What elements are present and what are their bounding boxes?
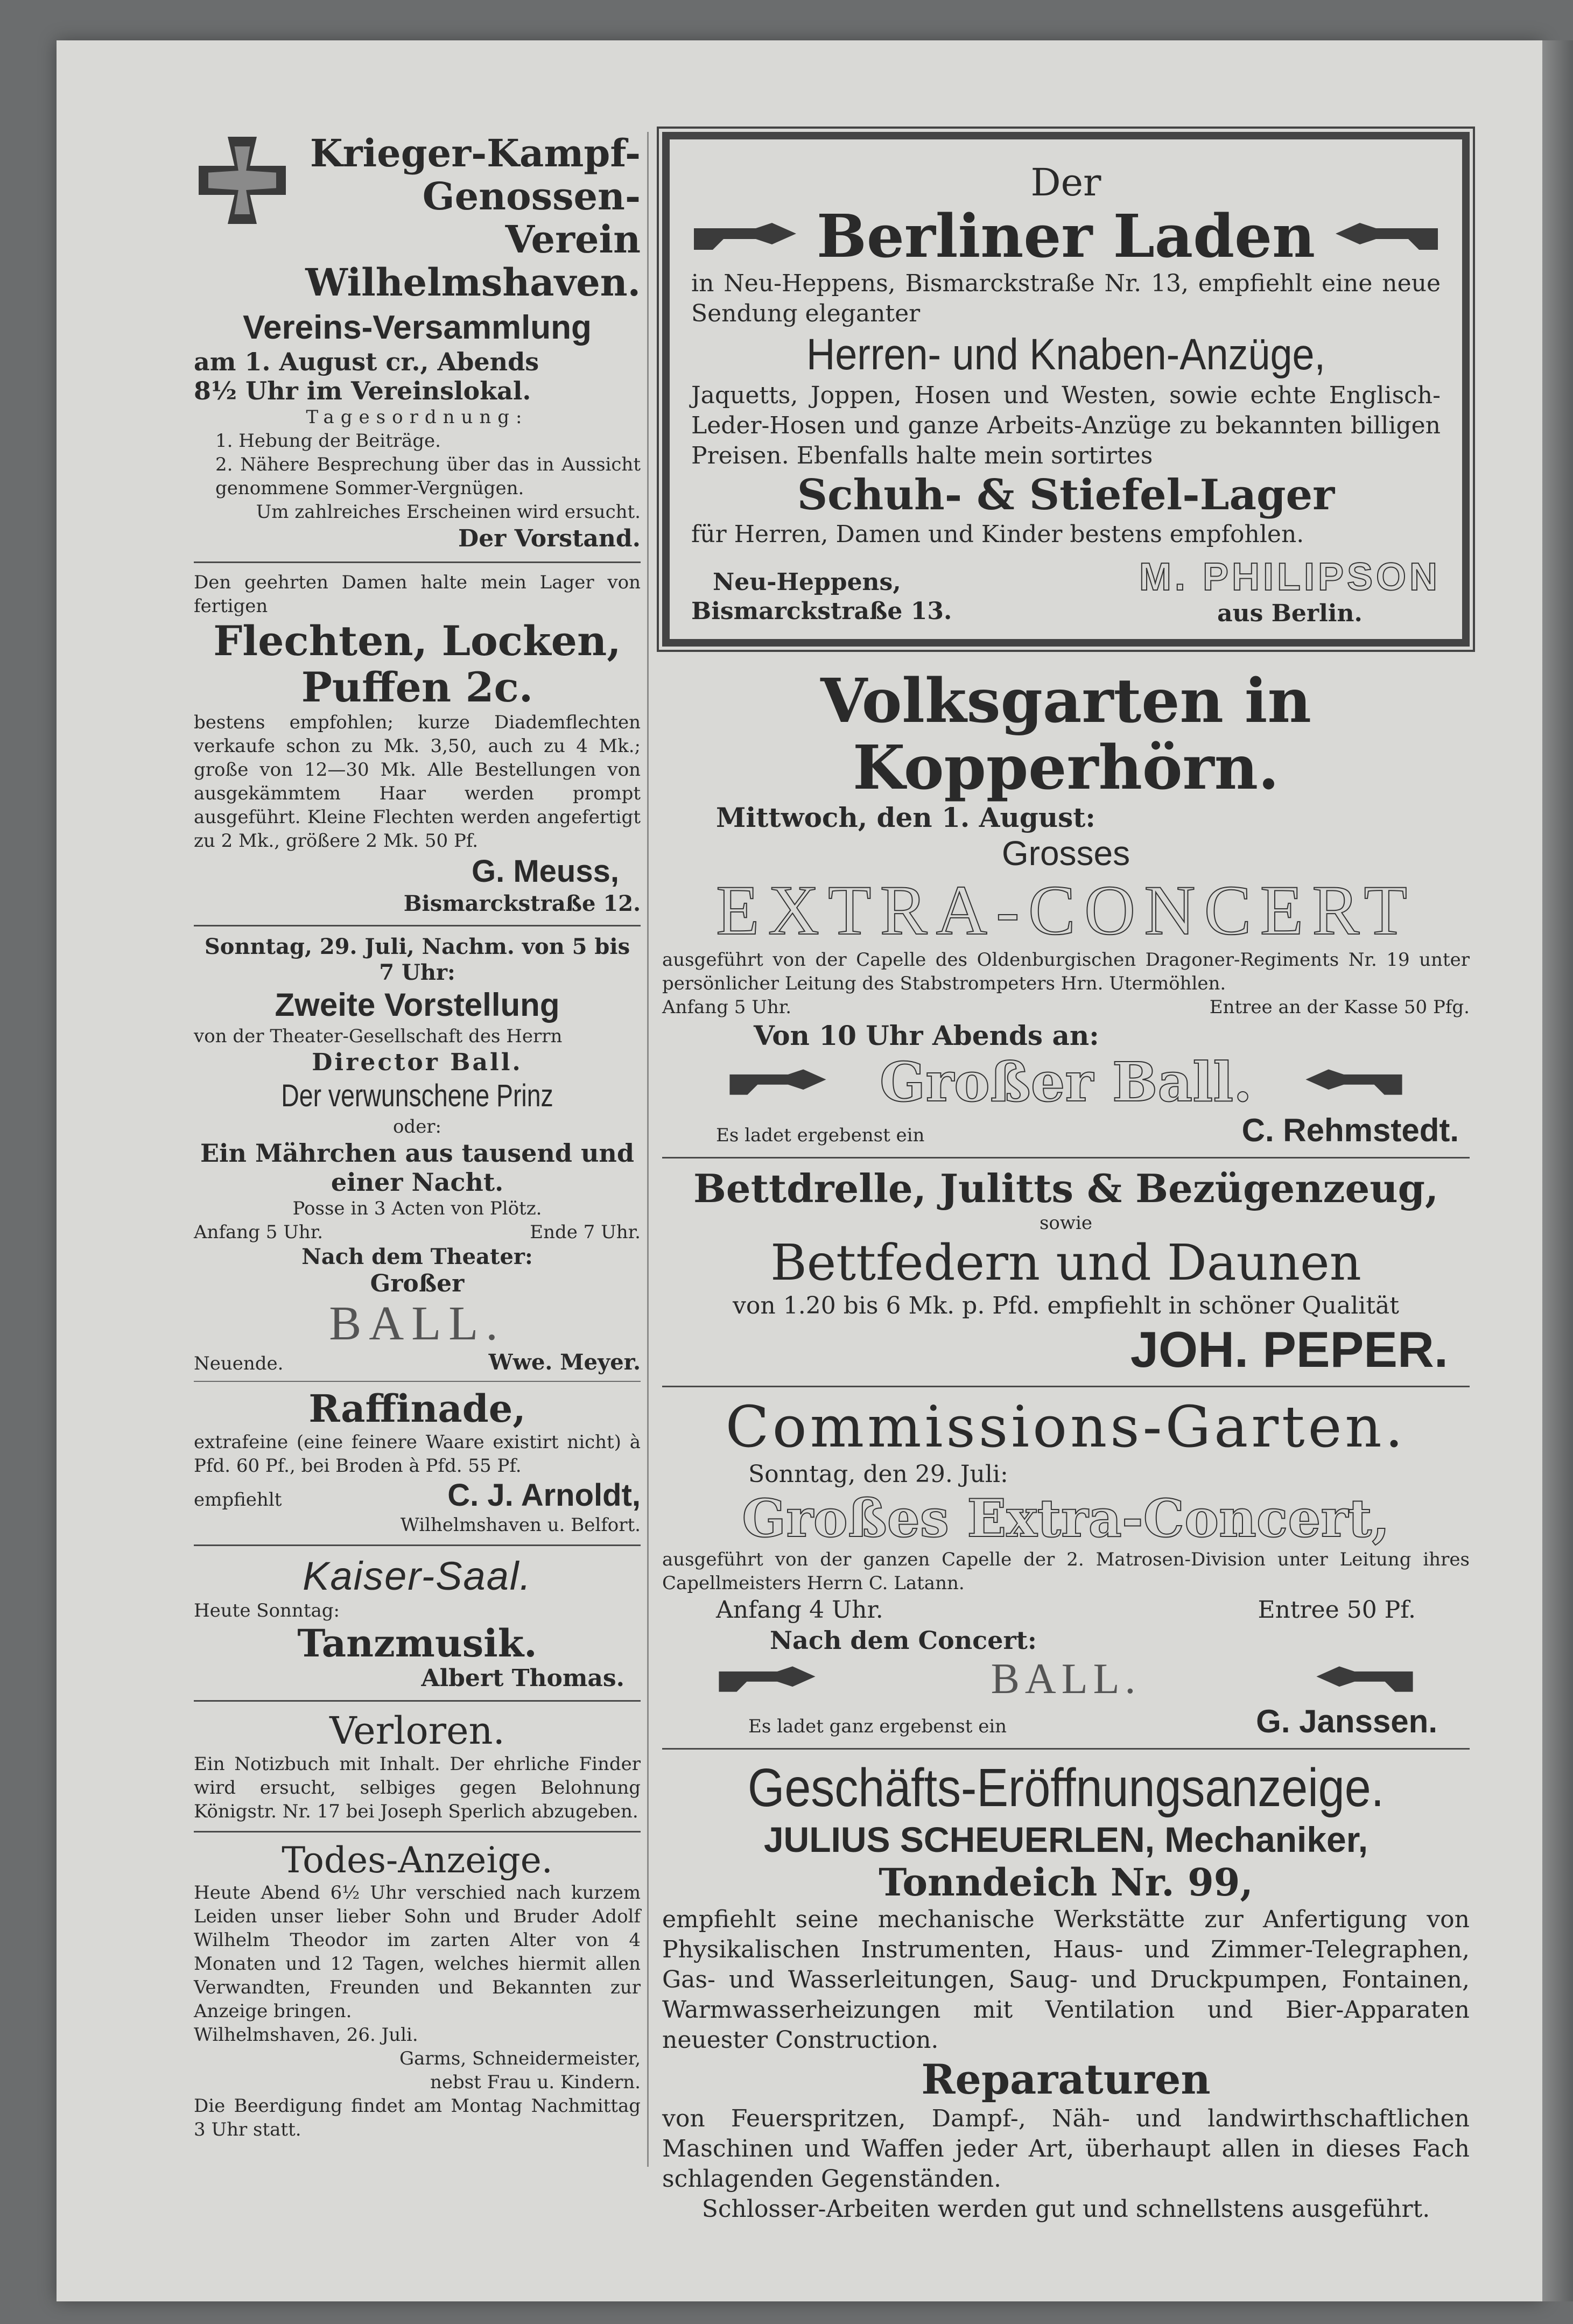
verein-title-2: Genossen-Verein [422,174,641,262]
volksgarten-heading: Volksgarten in Kopperhörn. [820,666,1311,803]
page-edge [1542,40,1573,2301]
todes-sig1: Garms, Schneidermeister, [399,2048,641,2069]
meuss-heading-2: Puffen 2c. [301,663,533,711]
verein-agenda-label: Tagesordnung: [306,406,529,428]
laden-line2: Jaquetts, Joppen, Hosen und Westen, sowie echte Englisch-Leder-Hosen und ganze Arbeits-Anzüge zu bekannten billigen Preisen. Ebenfalls halte mein sortirtes [691,382,1441,469]
commissions-heading: Commissions-Garten. [725,1394,1407,1460]
ad-berliner-laden [662,132,1470,647]
ad-volksgarten [662,668,1470,1149]
kaiser-line1: Heute Sonntag: [194,1600,340,1621]
ad-verein [194,132,641,554]
verein-agenda-2: 2. Nähere Besprechung über das in Aussicht genommene Sommer-Vergnügen. [215,454,641,499]
volksgarten-from: Von 10 Uhr Abends an: [754,1020,1099,1051]
verein-title-1: Krieger-Kampf- [310,131,641,175]
theater-start: Anfang 5 Uhr. [194,1221,324,1243]
meuss-heading-1: Flechten, Locken, [213,617,621,665]
scheuerlen-rep: Reparaturen [921,2055,1211,2103]
pointing-hand-left-icon [1333,217,1441,255]
commissions-concert: Großes Extra-Concert, [742,1488,1390,1549]
theater-host: Wwe. Meyer. [488,1350,641,1375]
volksgarten-invite: Es ladet ergebenst ein [716,1125,925,1146]
todes-funeral: Die Beerdigung findet am Montag Nachmittag 3 Uhr statt. [194,2095,641,2140]
theater-place: Neuende. [194,1353,284,1374]
laden-from: aus Berlin. [1217,600,1363,627]
commissions-host: G. Janssen. [1256,1703,1437,1739]
meuss-body: bestens empfohlen; kurze Diademflechten verkaufe schon zu Mk. 3,50, auch zu 4 Mk.; große von 12—30 Mk. Alle Bestellungen von ausgekämmtem Haar werden prompt ausgeführt. Kleine Flechten werden angefertigt zu 2 Mk., größere 2 Mk. 50 Pf. [194,712,641,852]
divider [194,1544,641,1546]
theater-heading: Zweite Vorstellung [275,987,560,1023]
meuss-address: Bismarckstraße 12. [403,891,641,916]
pointing-hand-right-icon [691,217,799,255]
scheuerlen-body: empfiehlt seine mechanische Werkstätte zur Anfertigung von Physikalischen Instrumenten, Haus- und Zimmer-Telegraphen, Gas- und Wasserleitungen, Saug- und Druckpumpen, Fontainen, Warmwasserheizungen mit Ventilation und Bier-Apparaten neuester Construction. [662,1906,1470,2054]
commissions-after: Nach dem Concert: [770,1626,1037,1655]
laden-addr2: Bismarckstraße 13. [691,598,952,625]
commissions-ball: BALL. [991,1655,1141,1703]
ad-raffinade [194,1387,641,1537]
theater-line1: von der Theater-Gesellschaft des Herrn [194,1026,563,1047]
laden-sub: Herren- und Knaben-Anzüge, [806,330,1326,379]
volksgarten-grosses: Grosses [1001,834,1130,873]
raffinade-body: extrafeine (eine feinere Waare existirt nicht) à Pfd. 60 Pf., bei Broden à Pfd. 55 Pf. [194,1431,641,1477]
column-rule [647,132,649,2167]
pointing-hand-left-icon [1303,1064,1405,1100]
raffinade-name: C. J. Arnoldt, [447,1478,641,1513]
raffinade-heading: Raffinade, [308,1386,526,1431]
commissions-invite: Es ladet ganz ergebenst ein [748,1716,1007,1737]
laden-der: Der [1030,160,1101,205]
left-column [194,132,641,2142]
theater-oder: oder: [392,1116,442,1138]
ad-meuss [194,571,641,917]
peper-line: von 1.20 bis 6 Mk. p. Pfd. empfiehlt in schöner Qualität [733,1292,1399,1319]
verein-title-3: Wilhelmshaven. [305,260,641,305]
volksgarten-entry: Entree an der Kasse 50 Pfg. [1209,996,1470,1018]
laden-lager: Schuh- & Stiefel-Lager [797,471,1335,519]
verein-heading: Vereins-Versammlung [243,309,592,346]
scheuerlen-name: JULIUS SCHEUERLEN, Mechaniker, [763,1820,1368,1859]
right-column [662,132,1470,2224]
todes-body: Heute Abend 6½ Uhr verschied nach kurzem Leiden unser lieber Sohn und Bruder Adolf Wilhelm Theodor im zarten Alter von 4 Monaten und 12 Tagen, welches hiermit allen Verwandten, Freunden und Bekannten zur Anzeige bringen. [194,1882,641,2022]
commissions-body: ausgeführt von der ganzen Capelle der 2. Matrosen-Division unter Leitung ihres Capellmeisters Herrn C. Latann. [662,1549,1470,1594]
scheuerlen-rep-body: von Feuerspritzen, Dampf-, Näh- und landwirthschaftlichen Maschinen und Waffen jeder Art, überhaupt allen in dieses Fach schlagenden Gegenständen. [662,2105,1470,2193]
theater-ball: BALL. [329,1297,505,1350]
peper-sub: Bettfedern und Daunen [770,1234,1361,1291]
peper-sowie: sowie [1039,1212,1092,1234]
volksgarten-ball: Großer Ball. [880,1050,1252,1114]
laden-heading: Berliner Laden [816,201,1316,271]
kaiser-sub: Tanzmusik. [297,1621,537,1666]
scheuerlen-heading: Geschäfts-Eröffnungsanzeige. [747,1758,1385,1818]
divider [662,1386,1470,1387]
pointing-hand-right-icon [716,1661,818,1697]
ad-theater [194,934,641,1375]
theater-end: Ende 7 Uhr. [530,1221,641,1243]
todes-heading: Todes-Anzeige. [282,1839,553,1881]
theater-genre: Posse in 3 Acten von Plötz. [292,1198,542,1219]
commissions-date: Sonntag, den 29. Juli: [748,1461,1008,1488]
ad-scheuerlen [662,1757,1470,2224]
ad-todes [194,1840,641,2142]
theater-grosser: Großer [370,1270,465,1297]
volksgarten-start: Anfang 5 Uhr. [662,996,792,1018]
todes-date: Wilhelmshaven, 26. Juli. [194,2024,418,2046]
divider [194,1700,641,1702]
theater-after: Nach dem Theater: [301,1244,533,1269]
theater-director: Director Ball. [312,1049,523,1076]
scheuerlen-closing: Schlosser-Arbeiten werden gut und schnellstens ausgeführt. [701,2195,1430,2223]
ad-kaiser [194,1554,641,1693]
divider [194,561,641,563]
volksgarten-date: Mittwoch, den 1. August: [716,802,1096,833]
iron-cross-icon [194,132,291,229]
volksgarten-concert: EXTRA-CONCERT [715,870,1416,950]
divider [194,925,641,926]
theater-subtitle: Ein Mährchen aus tausend und einer Nacht. [200,1139,635,1197]
divider [662,1157,1470,1159]
verloren-body: Ein Notizbuch mit Inhalt. Der ehrliche Finder wird ersucht, selbiges gegen Belohnung Königstr. Nr. 17 bei Joseph Sperlich abzugeben. [194,1753,641,1822]
ad-verloren [194,1709,641,1823]
verein-signature: Der Vorstand. [458,525,641,552]
volksgarten-host: C. Rehmstedt. [1241,1112,1459,1148]
divider [662,1748,1470,1750]
meuss-intro: Den geehrten Damen halte mein Lager von fertigen [194,572,641,617]
divider [194,1831,641,1832]
verloren-heading: Verloren. [329,1709,505,1753]
laden-addr1: Neu-Heppens, [713,568,901,596]
commissions-entry: Entree 50 Pf. [1258,1596,1416,1624]
raffinade-empfiehlt: empfiehlt [194,1489,282,1511]
commissions-start: Anfang 4 Uhr. [716,1596,883,1624]
theater-date: Sonntag, 29. Juli, Nachm. von 5 bis 7 Uhr: [204,934,630,985]
laden-line1: in Neu-Heppens, Bismarckstraße Nr. 13, empfiehlt eine neue Sendung eleganter [691,270,1441,327]
theater-play: Der verwunschene Prinz [281,1078,553,1113]
laden-name: M. PHILIPSON [1139,556,1441,599]
verein-line2: 8½ Uhr im Vereinslokal. [194,376,531,405]
pointing-hand-left-icon [1314,1661,1416,1697]
raffinade-place: Wilhelmshaven u. Belfort. [400,1514,641,1536]
ad-peper [662,1166,1470,1378]
verein-agenda-1: 1. Hebung der Beiträge. [215,430,441,452]
ad-commissions [662,1395,1470,1740]
laden-line3: für Herren, Damen und Kinder bestens empfohlen. [691,521,1304,548]
meuss-name: G. Meuss, [472,854,619,889]
scheuerlen-address: Tonndeich Nr. 99, [879,1860,1253,1905]
peper-heading: Bettdrelle, Julitts & Bezügenzeug, [693,1165,1439,1211]
kaiser-name: Albert Thomas. [421,1665,624,1692]
verein-appeal: Um zahlreiches Erscheinen wird ersucht. [256,501,641,523]
peper-name: JOH. PEPER. [1130,1321,1448,1378]
volksgarten-body: ausgeführt von der Capelle des Oldenburgischen Dragoner-Regiments Nr. 19 unter persönlicher Leitung des Stabstrompeters Hrn. Utermöhlen. [662,949,1470,994]
kaiser-heading: Kaiser-Saal. [303,1554,532,1598]
verein-line1: am 1. August cr., Abends [194,347,539,376]
todes-sig2: nebst Frau u. Kindern. [430,2072,641,2093]
pointing-hand-right-icon [727,1064,829,1100]
divider [194,1381,641,1382]
